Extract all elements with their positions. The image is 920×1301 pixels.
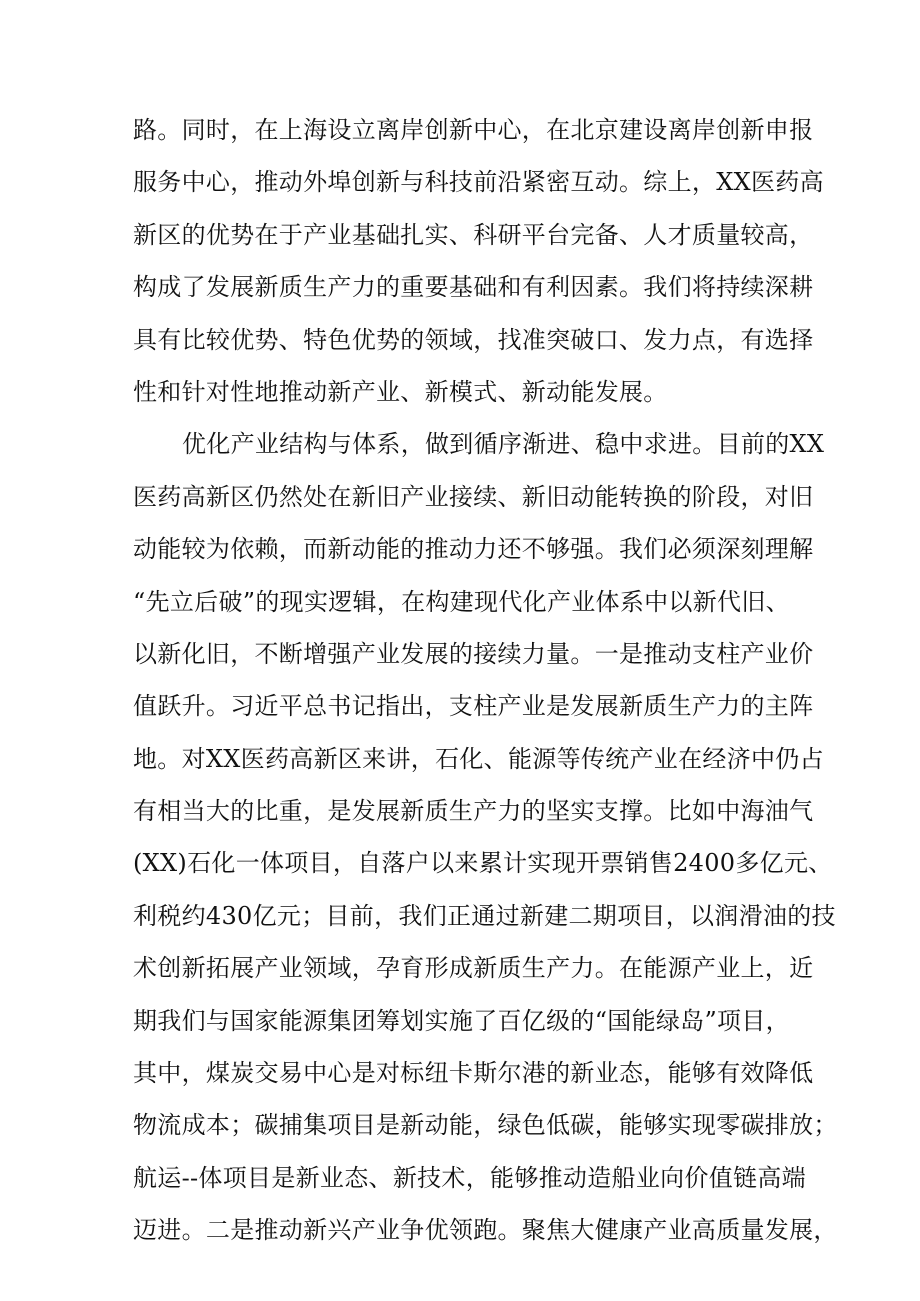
text-line: 其中，煤炭交易中心是对标纽卡斯尔港的新业态，能够有效降低: [133, 1059, 814, 1088]
text-line: 术创新拓展产业领域，孕育形成新质生产力。在能源产业上，近: [133, 954, 814, 983]
text-line: 具有比较优势、特色优势的领域，找准突破口、发力点，有选择: [133, 325, 814, 354]
text-line: (XX)石化一体项目，自落户以来累计实现开票销售2400多亿元、: [133, 849, 833, 878]
text-line: 动能较为依赖，而新动能的推动力还不够强。我们必须深刻理解: [133, 535, 814, 564]
text-line: 有相当大的比重，是发展新质生产力的坚实支撑。比如中海油气: [133, 797, 814, 826]
text-line: “先立后破”的现实逻辑，在构建现代化产业体系中以新代旧、: [133, 587, 790, 616]
text-line: 航运--体项目是新业态、新技术，能够推动造船业向价值链高端: [133, 1163, 806, 1192]
text-line: 路。同时，在上海设立离岸创新中心，在北京建设离岸创新申报: [133, 116, 814, 144]
text-line: 以新化旧，不断增强产业发展的接续力量。一是推动支柱产业价: [133, 639, 814, 668]
text-line: 医药高新区仍然处在新旧产业接续、新旧动能转换的阶段，对旧: [133, 482, 814, 511]
text-line: 期我们与国家能源集团筹划实施了百亿级的“国能绿岛”项目，: [133, 1006, 790, 1035]
text-line: 性和针对性地推动新产业、新模式、新动能发展。: [133, 377, 668, 406]
text-line: 新区的优势在于产业基础扎实、科研平台完备、人才质量较高，: [133, 220, 814, 249]
text-line: 构成了发展新质生产力的重要基础和有利因素。我们将持续深耕: [133, 273, 814, 302]
text-line: 利税约430亿元；目前，我们正通过新建二期项目，以润滑油的技: [133, 901, 836, 930]
body-text: [133, 104, 838, 1257]
text-line: 服务中心，推动外埠创新与科技前沿紧密互动。综上，XX医药高: [133, 168, 824, 197]
paragraph-start-line: 优化产业结构与体系，做到循序渐进、稳中求进。目前的XX: [182, 430, 825, 459]
text-line: 值跃升。习近平总书记指出，支柱产业是发展新质生产力的主阵: [133, 692, 814, 721]
text-line: 地。对XX医药高新区来讲，石化、能源等传统产业在经济中仍占: [133, 744, 824, 773]
text-line: 物流成本；碳捕集项目是新动能，绿色低碳，能够实现零碳排放；: [133, 1111, 838, 1140]
text-line: 迈进。二是推动新兴产业争优领跑。聚焦大健康产业高质量发展，: [133, 1216, 838, 1245]
